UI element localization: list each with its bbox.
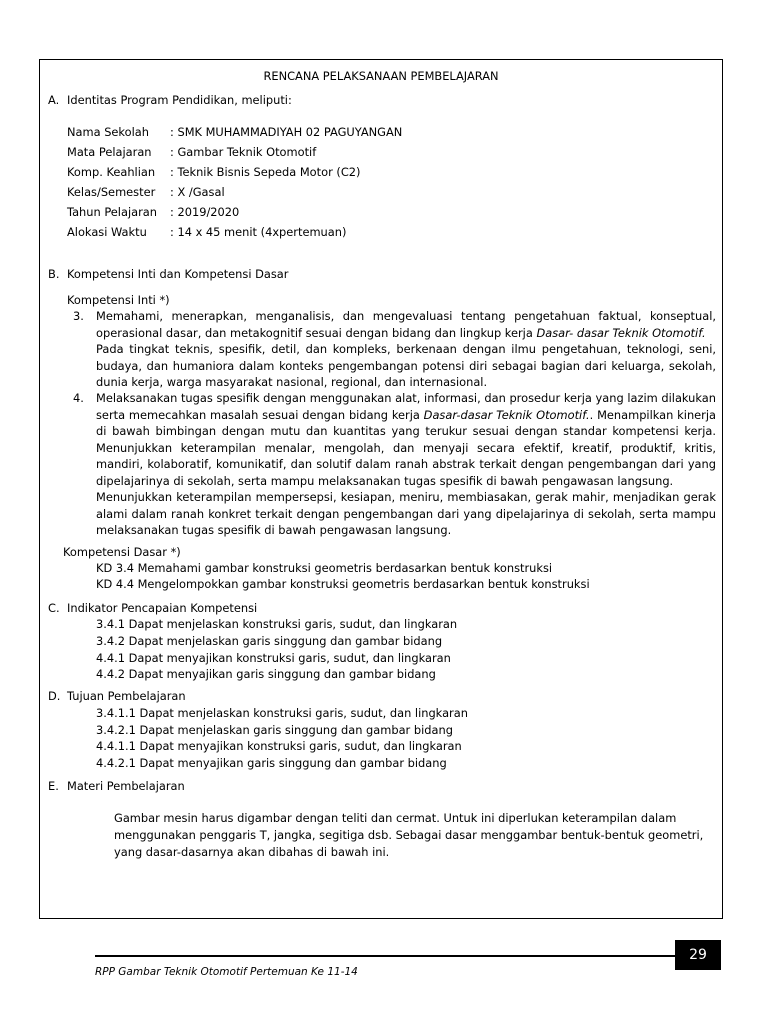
ki4-number: 4. [73,391,84,405]
ki4-italic: Dasar-dasar Teknik Otomotif. [423,407,590,422]
section-a-heading: Identitas Program Pendidikan, meliputi: [67,93,292,107]
indicator-item: 3.4.1 Dapat menjelaskan konstruksi garis, sudut, dan lingkaran [96,617,458,631]
field-value: : SMK MUHAMMADIYAH 02 PAGUYANGAN [170,125,403,139]
section-b-heading: Kompetensi Inti dan Kompetensi Dasar [67,267,289,281]
section-c-heading: Indikator Pencapaian Kompetensi [67,601,258,615]
materi-line: yang dasar-dasarnya akan dibahas di bawah ini. [114,845,390,859]
field-label: Kelas/Semester [67,185,156,199]
ki3-line: Pada tingkat teknis, spesifik, detil, dan kompleks, berkenaan dengan ilmu pengetahuan, teknologi, seni, [96,342,716,356]
ki4-after-italic: . Menampilkan kinerja [589,407,716,422]
ki3-paragraph [96,308,716,391]
field-label: Tahun Pelajaran [67,205,157,219]
ki4-line: dipelajarinya di sekolah, serta mampu melaksanakan tugas spesifik di bawah pengawasan langsung. [96,473,674,488]
ki3-line: budaya, dan humaniora dalam konteks pengembangan potensi diri sebagai bagian dari keluarga, sekolah, [96,358,716,373]
field-value: : Teknik Bisnis Sepeda Motor (C2) [170,165,361,179]
field-value: : X /Gasal [170,185,225,199]
section-e-letter: E. [48,779,59,793]
footer-rule [95,955,720,957]
section-d-heading: Tujuan Pembelajaran [67,689,186,703]
objective-item: 3.4.2.1 Dapat menjelaskan garis singgung dan gambar bidang [96,723,453,737]
section-c-letter: C. [48,601,60,615]
field-label: Alokasi Waktu [67,225,147,239]
field-value: : 2019/2020 [170,205,240,219]
ki4-line-text: serta memecahkan masalah sesuai dengan bidang kerja [96,407,420,422]
ki3-italic: Dasar- dasar Teknik Otomotif. [536,325,706,340]
section-a-letter: A. [48,93,60,107]
page-number: 29 [675,940,721,970]
footer-caption: RPP Gambar Teknik Otomotif Pertemuan Ke 11-14 [95,966,358,978]
materi-line: Gambar mesin harus digambar dengan teliti dan cermat. Untuk ini diperlukan keterampilan dalam [114,811,677,825]
document-title: RENCANA PELAKSANAAN PEMBELAJARAN [263,69,499,83]
field-value: : Gambar Teknik Otomotif [170,145,317,159]
ki3-line [96,325,716,342]
ki3-line: dunia kerja, warga masyarakat nasional, regional, dan internasional. [96,375,488,389]
indicator-item: 4.4.2 Dapat menyajikan garis singgung dan gambar bidang [96,667,436,681]
field-value: : 14 x 45 menit (4xpertemuan) [170,225,347,239]
kd-item: KD 4.4 Mengelompokkan gambar konstruksi geometris berdasarkan bentuk konstruksi [96,577,590,591]
ki3-line: Memahami, menerapkan, menganalisis, dan mengevaluasi tentang pengetahuan faktual, konseptual, [96,309,716,323]
ki3-number: 3. [73,309,84,323]
section-e-heading: Materi Pembelajaran [67,779,185,793]
ki4-line: mandiri, kolaboratif, komunikatif, dan solutif dalam ranah abstrak terkait dengan pengembangan dari yang [96,457,716,471]
objective-item: 3.4.1.1 Dapat menjelaskan konstruksi garis, sudut, dan lingkaran [96,706,468,720]
document-frame [39,59,723,919]
ki3-line-text: operasional dasar, dan metakognitif sesuai dengan bidang dan lingkup kerja [96,325,533,340]
section-b-letter: B. [48,267,60,281]
section-d-letter: D. [48,689,61,703]
indicator-item: 3.4.2 Dapat menjelaskan garis singgung dan gambar bidang [96,634,443,648]
ki4-paragraph [96,390,716,539]
kd-heading: Kompetensi Dasar *) [63,545,181,559]
field-label: Mata Pelajaran [67,145,152,159]
indicator-item: 4.4.1 Dapat menyajikan konstruksi garis, sudut, dan lingkaran [96,651,451,665]
field-label: Nama Sekolah [67,125,149,139]
field-label: Komp. Keahlian [67,165,156,179]
objective-item: 4.4.1.1 Dapat menyajikan konstruksi garis, sudut, dan lingkaran [96,739,462,753]
ki4-line: melaksanakan tugas spesifik di bawah pengawasan langsung. [96,523,452,537]
ki4-line: Menunjukkan keterampilan menalar, mengolah, dan menyaji secara efektif, kreatif, produktif, kritis, [96,440,716,455]
ki4-line: alami dalam ranah konkret terkait dengan pengembangan dari yang dipelajarinya di sekolah, serta mampu [96,506,716,521]
ki4-line [96,407,716,424]
kd-item: KD 3.4 Memahami gambar konstruksi geometris berdasarkan bentuk konstruksi [96,561,553,575]
ki4-line: di bawah bimbingan dengan mutu dan kuantitas yang terukur sesuai dengan standar kompetensi kerja. [96,424,716,438]
ki-heading: Kompetensi Inti *) [67,293,170,307]
ki4-line: Melaksanakan tugas spesifik dengan menggunakan alat, informasi, dan prosedur kerja yang lazim dilakukan [96,391,716,405]
ki4-line: Menunjukkan keterampilan mempersepsi, kesiapan, meniru, membiasakan, gerak mahir, menjadikan gerak [96,490,716,504]
objective-item: 4.4.2.1 Dapat menyajikan garis singgung dan gambar bidang [96,756,447,770]
materi-line: menggunakan penggaris T, jangka, segitiga dsb. Sebagai dasar menggambar bentuk-bentuk geometri, [114,828,704,842]
